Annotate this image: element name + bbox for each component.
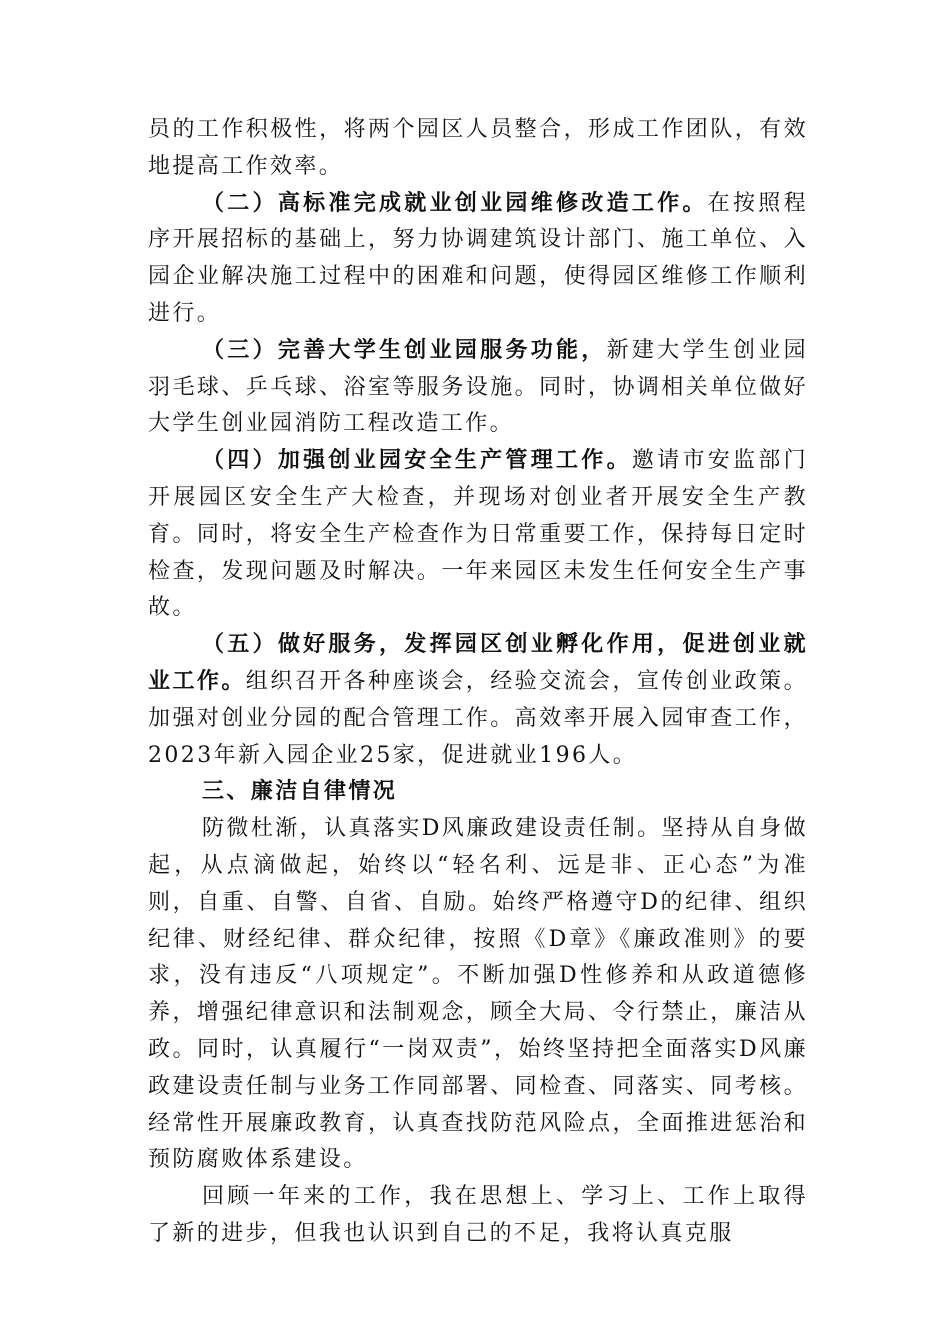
paragraph-text: 防微杜渐，认真落实D风廉政建设责任制。坚持从自身做起，从点滴做起，始终以“轻名利、远是非、正心态”为准则，自重、自警、自省、自励。始终严格遵守D的纪律、组织纪律、财经纪律、群众纪律，按照《D章》《廉政准则》的要求，没有违反“八项规定”。不断加强D性修养和从政道德修养，增强纪律意识和法制观念，顾全大局、令行禁止，廉洁从政。同时，认真履行“一岗双责”，始终坚持把全面落实D风廉政建设责任制与业务工作同部署、同检查、同落实、同考核。经常性开展廉政教育，认真查找防范风险点，全面推进惩治和预防腐败体系建设。 [148,816,808,1173]
document-body [148,112,808,1253]
paragraph-integrity [148,811,808,1179]
paragraph-text: 员的工作积极性，将两个园区人员整合，形成工作团队，有效地提高工作效率。 [148,117,808,179]
paragraph-lead: （四）加强创业园安全生产管理工作。 [202,448,632,474]
paragraph-item-2 [148,186,808,333]
paragraph-continuation [148,112,808,186]
paragraph-item-5 [148,627,808,774]
paragraph-text: 组织召开各种座谈会，经验交流会，宣传创业政策。加强对创业分园的配合管理工作。高效率开展入园审查工作，2023年新入园企业25家，促进就业196人。 [148,668,809,768]
paragraph-lead: （三）完善大学生创业园服务功能， [202,337,607,363]
paragraph-text: 回顾一年来的工作，我在思想上、学习上、工作上取得了新的进步，但我也认识到自己的不足，我将认真克服 [148,1184,808,1246]
paragraph-text: 邀请市安监部门开展园区安全生产大检查，并现场对创业者开展安全生产教育。同时，将安全生产检查作为日常重要工作，保持每日定时检查，发现问题及时解决。一年来园区未发生任何安全生产事故。 [148,448,808,621]
paragraph-lead: （二）高标准完成就业创业园维修改造工作。 [202,190,708,216]
paragraph-text: 在按照程序开展招标的基础上，努力协调建筑设计部门、施工单位、入园企业解决施工过程中的困难和问题，使得园区维修工作顺利进行。 [148,190,808,326]
paragraph-item-4 [148,443,808,627]
paragraph-review [148,1179,808,1253]
paragraph-item-3 [148,333,808,443]
paragraph-text: 新建大学生创业园羽毛球、乒乓球、浴室等服务设施。同时，协调相关单位做好大学生创业园消防工程改造工作。 [148,337,809,437]
paragraph-lead: （五）做好服务，发挥园区创业孵化作用，促进创业就业工作。 [148,632,808,694]
section-heading: 三、廉洁自律情况 [202,779,398,805]
